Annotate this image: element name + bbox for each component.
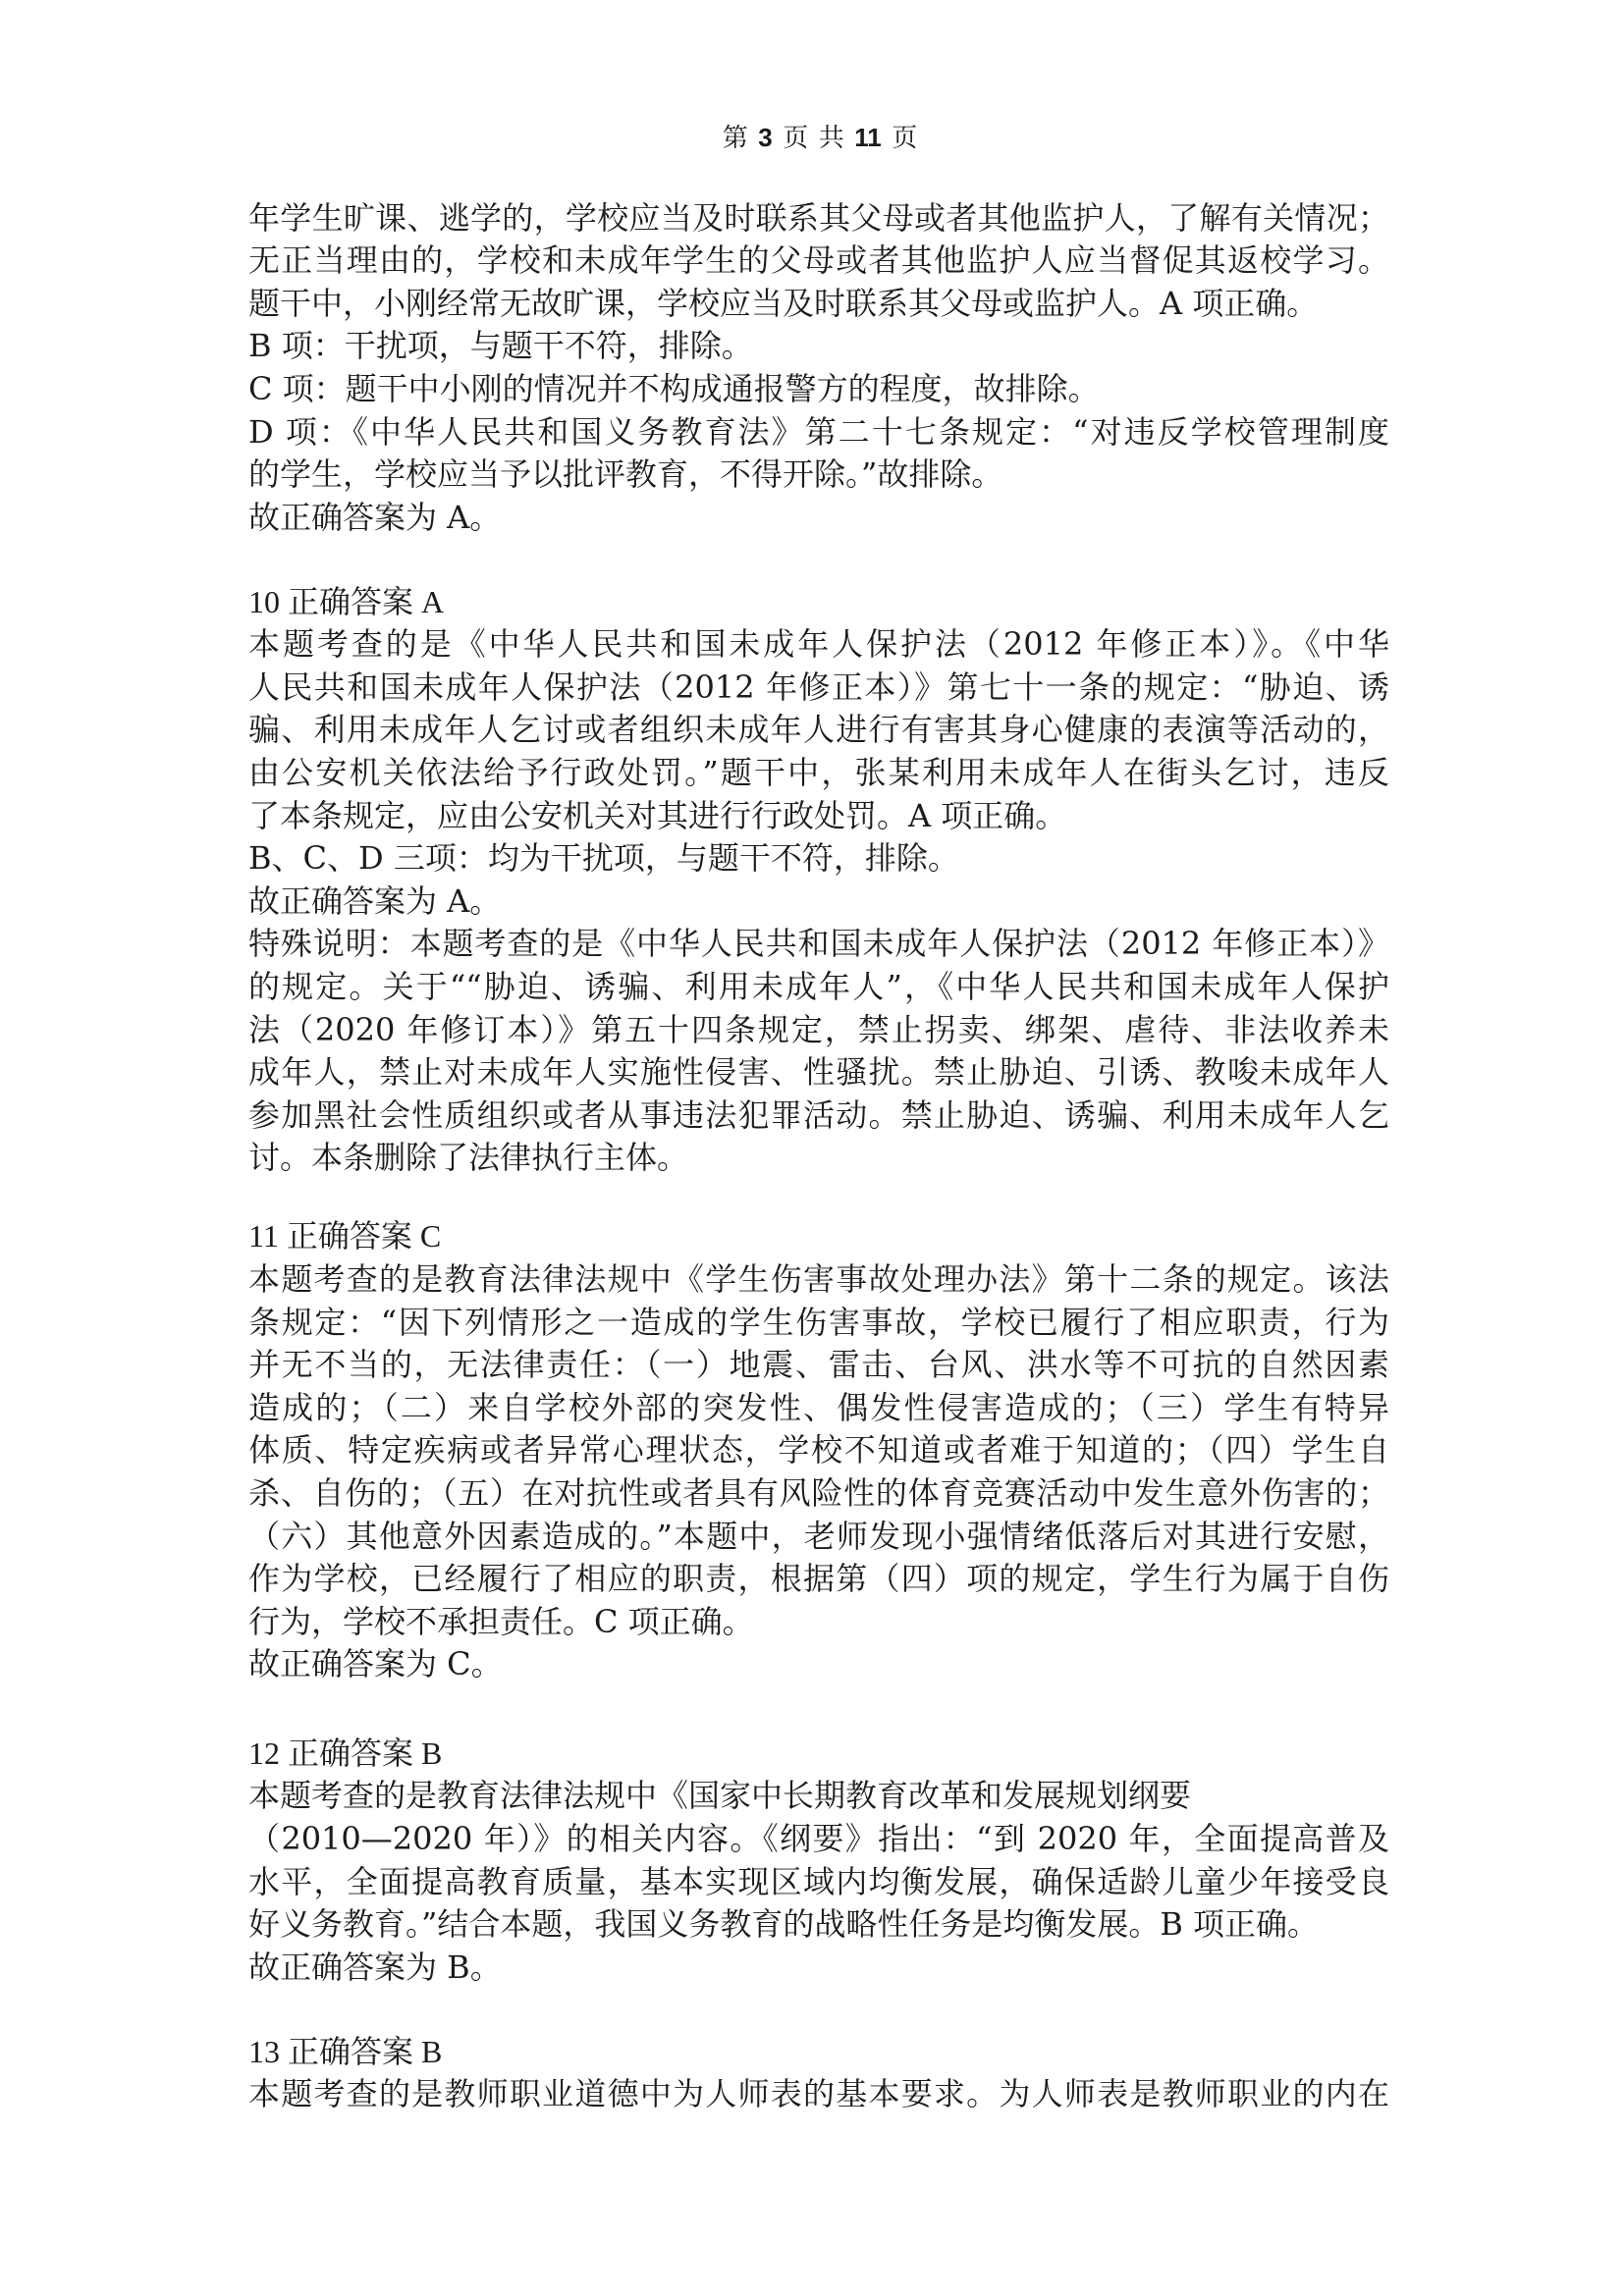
text-line: 故正确答案为 A。 xyxy=(248,498,502,536)
text-line: C 项：题干中小刚的情况并不构成通报警方的程度，故排除。 xyxy=(248,369,1100,407)
text-line: B 项：干扰项，与题干不符，排除。 xyxy=(248,327,753,365)
answer-heading: 11 正确答案 C xyxy=(248,1218,442,1255)
text-line: 题干中，小刚经常无故旷课，学校应当及时联系其父母或监护人。A 项正确。 xyxy=(248,284,1319,322)
text-line: 并无不当的，无法律责任：（一）地震、雷击、台风、洪水等不可抗的自然因素 xyxy=(248,1346,1389,1384)
text-line: 本题考查的是教师职业道德中为人师表的基本要求。为人师表是教师职业的内在 xyxy=(248,2075,1389,2113)
answer-block-11 xyxy=(248,1215,1389,1686)
answer-heading: 13 正确答案 B xyxy=(248,2033,443,2069)
text-line: 由公安机关依法给予行政处罚。”题干中，张某利用未成年人在街头乞讨，违反 xyxy=(248,753,1389,791)
text-line: 本题考查的是《中华人民共和国未成年人保护法（2012 年修正本）》。《中华 xyxy=(248,625,1389,664)
text-line: 杀、自伤的；（五）在对抗性或者具有风险性的体育竞赛活动中发生意外伤害的； xyxy=(248,1473,1389,1512)
text-line: 故正确答案为 C。 xyxy=(248,1645,503,1683)
answer-block-12 xyxy=(248,1733,1389,1990)
page-label: 第 xyxy=(722,124,748,152)
total-pages-number: 11 xyxy=(854,123,882,152)
text-line: 故正确答案为 B。 xyxy=(248,1948,502,1986)
text-line: 特殊说明：本题考查的是《中华人民共和国未成年人保护法（2012 年修正本）》 xyxy=(248,925,1389,963)
answer-heading: 10 正确答案 A xyxy=(248,583,445,619)
answer-heading: 12 正确答案 B xyxy=(248,1735,443,1771)
text-line: 条规定：“因下列情形之一造成的学生伤害事故，学校已履行了相应职责，行为 xyxy=(248,1303,1389,1341)
text-line: 骗、利用未成年人乞讨或者组织未成年人进行有害其身心健康的表演等活动的， xyxy=(248,711,1389,749)
text-line: 无正当理由的，学校和未成年学生的父母或者其他监护人应当督促其返校学习。 xyxy=(248,241,1389,280)
answer-block-10 xyxy=(248,581,1389,1180)
page-end-label: 页 xyxy=(892,124,918,152)
text-line: 本题考查的是教育法律法规中《国家中长期教育改革和发展规划纲要 xyxy=(248,1777,1192,1815)
text-line: 水平，全面提高教育质量，基本实现区域内均衡发展，确保适龄儿童少年接受良 xyxy=(248,1862,1389,1900)
page-of-label: 页 共 xyxy=(783,124,844,152)
text-line: 法（2020 年修订本）》第五十四条规定，禁止拐卖、绑架、虐待、非法收养未 xyxy=(248,1010,1389,1048)
text-line: 参加黑社会性质组织或者从事违法犯罪活动。禁止胁迫、诱骗、利用未成年人乞 xyxy=(248,1095,1389,1134)
text-line: 人民共和国未成年人保护法（2012 年修正本）》第七十一条的规定：“胁迫、诱 xyxy=(248,667,1389,706)
text-line: 造成的；（二）来自学校外部的突发性、偶发性侵害造成的；（三）学生有特异 xyxy=(248,1388,1389,1426)
text-line: 体质、特定疾病或者异常心理状态，学校不知道或者难于知道的；（四）学生自 xyxy=(248,1431,1389,1469)
text-line: 讨。本条删除了法律执行主体。 xyxy=(248,1139,689,1177)
text-line: 作为学校，已经履行了相应的职责，根据第（四）项的规定，学生行为属于自伤 xyxy=(248,1560,1389,1598)
text-line: D 项：《中华人民共和国义务教育法》第二十七条规定：“对违反学校管理制度 xyxy=(248,412,1389,451)
text-line: 行为，学校不承担责任。C 项正确。 xyxy=(248,1602,754,1640)
continued-explanation xyxy=(248,197,1389,540)
text-line: （六）其他意外因素造成的。”本题中，老师发现小强情绪低落后对其进行安慰， xyxy=(248,1517,1389,1555)
text-line: 故正确答案为 A。 xyxy=(248,881,502,920)
page-header xyxy=(16,120,1624,156)
text-line: 的规定。关于““胁迫、诱骗、利用未成年人”，《中华人民共和国未成年人保护 xyxy=(248,967,1389,1005)
text-line: （2010—2020 年）》的相关内容。《纲要》指出：“到 2020 年，全面提高普及 xyxy=(248,1819,1389,1857)
answer-block-13 xyxy=(248,2031,1389,2116)
text-line: 的学生，学校应当予以批评教育，不得开除。”故排除。 xyxy=(248,455,1003,494)
text-line: B、C、D 三项：均为干扰项，与题干不符，排除。 xyxy=(248,839,959,878)
text-line: 年学生旷课、逃学的，学校应当及时联系其父母或者其他监护人，了解有关情况； xyxy=(248,198,1389,237)
text-line: 好义务教育。”结合本题，我国义务教育的战略性任务是均衡发展。B 项正确。 xyxy=(248,1905,1320,1944)
current-page-number: 3 xyxy=(758,123,773,152)
text-line: 本题考查的是教育法律法规中《学生伤害事故处理办法》第十二条的规定。该法 xyxy=(248,1259,1389,1298)
text-line: 了本条规定，应由公安机关对其进行行政处罚。A 项正确。 xyxy=(248,796,1067,834)
text-line: 成年人，禁止对未成年人实施性侵害、性骚扰。禁止胁迫、引诱、教唆未成年人 xyxy=(248,1053,1389,1092)
